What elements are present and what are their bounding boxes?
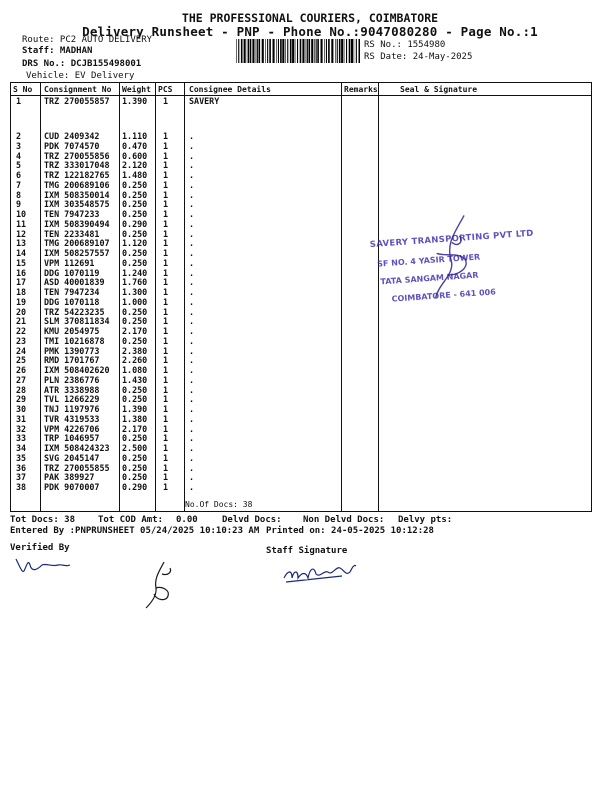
row-sno: 17 — [16, 277, 27, 288]
barcode-bar — [307, 39, 308, 63]
row-pcs: 1 — [163, 462, 169, 473]
stamp-signature-scribble — [404, 210, 491, 315]
row-sno: 8 — [16, 189, 22, 200]
row-sno: 26 — [16, 365, 27, 375]
row-sno: 5 — [16, 160, 22, 171]
row-weight: 0.250 — [122, 462, 148, 473]
row-consignment: RMD 1701767 — [44, 355, 100, 366]
row-consignee: . — [189, 140, 195, 151]
row-sno: 25 — [16, 355, 27, 366]
row-sno: 13 — [16, 238, 27, 249]
row-sno: 30 — [16, 404, 27, 414]
barcode-bar — [273, 39, 275, 63]
barcode-bar — [300, 39, 302, 63]
row-consignee: . — [189, 238, 195, 249]
row-weight: 1.240 — [122, 267, 148, 278]
row-sno: 10 — [16, 209, 27, 219]
row-pcs: 1 — [163, 267, 169, 278]
row-consignment: PDK 9070007 — [44, 482, 100, 492]
row-consignee: . — [189, 433, 195, 444]
row-consignment: TRZ 54223235 — [44, 306, 105, 317]
row-pcs: 1 — [163, 472, 169, 483]
row-consignment: TRP 1046957 — [44, 433, 100, 444]
barcode-bar — [356, 39, 357, 63]
row-consignment: VPM 4226706 — [44, 423, 100, 434]
row-sno: 19 — [16, 296, 27, 307]
col-consignment: Consignment No — [44, 85, 112, 94]
barcode-bar — [276, 39, 277, 63]
barcode-bar — [282, 39, 284, 63]
row-sno: 34 — [16, 443, 27, 453]
row-weight: 1.080 — [122, 365, 148, 375]
row-pcs: 1 — [163, 179, 169, 190]
barcode-bar — [354, 39, 355, 63]
row-consignee: . — [189, 335, 195, 346]
barcode-bar — [317, 39, 319, 63]
barcode-bar — [248, 39, 249, 63]
barcode-bar — [256, 39, 257, 63]
barcode-bar — [306, 39, 307, 63]
barcode-bar — [346, 39, 347, 63]
row-consignment: TEN 2233481 — [44, 228, 100, 239]
barcode-bar — [339, 39, 341, 63]
row-pcs: 1 — [163, 374, 169, 385]
row-weight: 2.500 — [122, 443, 148, 453]
rs-date: RS Date: 24-May-2025 — [364, 52, 473, 62]
barcode-bar — [326, 39, 327, 63]
row-sno: 32 — [16, 423, 27, 434]
row-consignee: . — [189, 316, 195, 327]
barcode-bar — [247, 39, 248, 63]
table-col-line — [155, 82, 156, 511]
table-col-line — [184, 82, 185, 511]
row-consignment: TRZ 122182765 — [44, 170, 110, 180]
barcode-bar — [324, 39, 325, 63]
row-sno: 1 — [16, 96, 22, 106]
row-weight: 0.250 — [122, 394, 148, 405]
row-weight: 0.290 — [122, 218, 148, 229]
barcode-bar — [359, 39, 361, 63]
row-consignment: TRZ 270055855 — [44, 462, 110, 473]
row-consignee: . — [189, 384, 195, 395]
row-weight: 0.250 — [122, 452, 148, 463]
row-consignment: TRZ 270055857 — [44, 96, 110, 106]
row-consignee: . — [189, 277, 195, 288]
row-sno: 2 — [16, 131, 22, 141]
table-col-line — [119, 82, 120, 511]
row-consignment: ASD 40001839 — [44, 277, 105, 288]
col-sno: S No — [13, 85, 33, 94]
stamp-line: TATA SANGAM NAGAR — [380, 270, 479, 287]
barcode-bar — [341, 39, 343, 63]
row-sno: 6 — [16, 170, 22, 180]
barcode-bar — [311, 39, 313, 63]
row-sno: 11 — [16, 218, 27, 229]
row-consignee: . — [189, 462, 195, 473]
table-col-line — [10, 82, 11, 511]
row-consignment: IXM 508257557 — [44, 248, 110, 258]
row-pcs: 1 — [163, 306, 169, 317]
table-top-border — [10, 82, 592, 83]
barcode-bar — [259, 39, 261, 63]
row-weight: 1.110 — [122, 131, 148, 141]
row-weight: 2.380 — [122, 345, 148, 356]
row-sno: 29 — [16, 394, 27, 405]
col-seal-signature: Seal & Signature — [400, 85, 478, 94]
row-consignee: . — [189, 287, 195, 297]
row-weight: 0.250 — [122, 257, 148, 268]
row-consignee: . — [189, 218, 195, 229]
row-pcs: 1 — [163, 316, 169, 327]
row-pcs: 1 — [163, 326, 169, 336]
barcode-bar — [269, 39, 271, 63]
table-bottom-border — [10, 511, 592, 512]
row-sno: 28 — [16, 384, 27, 395]
col-remarks: Remarks — [344, 85, 378, 94]
row-consignee: . — [189, 179, 195, 190]
row-consignment: TRZ 270055856 — [44, 150, 110, 161]
row-consignment: ATR 3338988 — [44, 384, 100, 395]
row-consignee: . — [189, 267, 195, 278]
row-pcs: 1 — [163, 394, 169, 405]
barcode-bar — [250, 39, 252, 63]
row-consignment: DDG 1070118 — [44, 296, 100, 307]
row-weight: 1.760 — [122, 277, 148, 288]
row-weight: 0.250 — [122, 209, 148, 219]
barcode-bar — [328, 39, 330, 63]
row-weight: 0.250 — [122, 179, 148, 190]
row-weight: 1.300 — [122, 287, 148, 297]
row-consignment: CUD 2409342 — [44, 131, 100, 141]
rs-number: RS No.: 1554980 — [364, 40, 446, 50]
entered-by: Entered By :PNPRUNSHEET 05/24/2025 10:10:23 AM — [10, 526, 260, 536]
row-pcs: 1 — [163, 238, 169, 249]
row-consignment: IXM 303548575 — [44, 199, 110, 210]
staff-label: Staff: MADHAN — [22, 46, 93, 56]
row-pcs: 1 — [163, 277, 169, 288]
barcode-bar — [238, 39, 239, 63]
row-consignment: VPM 112691 — [44, 257, 95, 268]
row-weight: 0.250 — [122, 472, 148, 483]
row-consignee: . — [189, 150, 195, 161]
barcode — [236, 39, 360, 63]
seal-stamp — [365, 220, 551, 324]
barcode-bar — [351, 39, 353, 63]
row-weight: 1.390 — [122, 404, 148, 414]
row-consignment: IXM 508390494 — [44, 218, 110, 229]
row-pcs: 1 — [163, 335, 169, 346]
row-consignment: IXM 508350014 — [44, 189, 110, 200]
row-pcs: 1 — [163, 384, 169, 395]
barcode-bar — [290, 39, 292, 63]
row-sno: 16 — [16, 267, 27, 278]
table-col-line — [341, 82, 342, 511]
runsheet-title: Delivery Runsheet - PNP - Phone No.:9047080280 - Page No.:1 — [82, 24, 538, 39]
row-sno: 3 — [16, 140, 22, 151]
row-sno: 20 — [16, 306, 27, 317]
verified-signature — [12, 551, 72, 579]
row-weight: 0.250 — [122, 228, 148, 239]
row-sno: 37 — [16, 472, 27, 483]
row-sno: 15 — [16, 257, 27, 268]
row-sno: 14 — [16, 248, 27, 258]
barcode-bar — [236, 39, 237, 63]
row-pcs: 1 — [163, 355, 169, 366]
barcode-bar — [244, 39, 246, 63]
row-pcs: 1 — [163, 482, 169, 492]
row-consignment: PMK 1390773 — [44, 345, 100, 356]
row-consignment: TMG 200689107 — [44, 238, 110, 249]
row-consignee: . — [189, 404, 195, 414]
row-weight: 0.250 — [122, 248, 148, 258]
row-weight: 0.250 — [122, 189, 148, 200]
row-consignment: PAK 389927 — [44, 472, 95, 483]
row-pcs: 1 — [163, 131, 169, 141]
row-sno: 9 — [16, 199, 22, 210]
barcode-bar — [295, 39, 296, 63]
barcode-bar — [265, 39, 266, 63]
row-consignee: . — [189, 248, 195, 258]
total-cod-value: 0.00 — [176, 515, 198, 525]
barcode-bar — [331, 39, 333, 63]
row-consignee: . — [189, 296, 195, 307]
row-consignment: PDK 7074570 — [44, 140, 100, 151]
row-pcs: 1 — [163, 433, 169, 444]
barcode-bar — [252, 39, 254, 63]
total-cod-label: Tot COD Amt: — [98, 515, 164, 525]
row-consignee: . — [189, 472, 195, 483]
row-pcs: 1 — [163, 96, 169, 106]
company-title: THE PROFESSIONAL COURIERS, COIMBATORE — [181, 11, 439, 25]
barcode-bar — [297, 39, 298, 63]
row-consignee: . — [189, 170, 195, 180]
row-pcs: 1 — [163, 218, 169, 229]
barcode-bar — [335, 39, 336, 63]
row-weight: 0.250 — [122, 384, 148, 395]
stamp-line: SAVERY TRANSPORTING PVT LTD — [369, 228, 534, 251]
delivery-points: Delvy pts: — [398, 515, 453, 525]
row-consignment: TMI 10216878 — [44, 335, 105, 346]
row-sno: 38 — [16, 482, 27, 492]
barcode-bar — [349, 39, 351, 63]
row-weight: 0.290 — [122, 482, 148, 492]
row-pcs: 1 — [163, 199, 169, 210]
row-pcs: 1 — [163, 443, 169, 453]
row-pcs: 1 — [163, 423, 169, 434]
row-consignee: . — [189, 257, 195, 268]
row-consignment: TVL 1266229 — [44, 394, 100, 405]
delivered-docs: Delvd Docs: — [222, 515, 282, 525]
barcode-bar — [344, 39, 345, 63]
row-consignment: TEN 7947233 — [44, 209, 100, 219]
row-weight: 0.250 — [122, 316, 148, 327]
row-consignment: KMU 2054975 — [44, 326, 100, 336]
row-weight: 2.170 — [122, 326, 148, 336]
staff-signature — [280, 556, 360, 586]
row-consignee: SAVERY — [189, 96, 220, 106]
row-pcs: 1 — [163, 228, 169, 239]
col-pcs: PCS — [158, 85, 173, 94]
row-consignee: . — [189, 131, 195, 141]
row-consignee: . — [189, 326, 195, 336]
row-consignee: . — [189, 189, 195, 200]
row-consignee: . — [189, 423, 195, 434]
row-sno: 21 — [16, 316, 27, 327]
row-consignment: IXM 508402620 — [44, 365, 110, 375]
route-label: Route: PC2 AUTO DELIVERY — [22, 35, 153, 45]
row-weight: 1.120 — [122, 238, 148, 249]
row-sno: 22 — [16, 326, 27, 336]
barcode-bar — [267, 39, 268, 63]
row-weight: 2.260 — [122, 355, 148, 366]
row-consignment: PLN 2386776 — [44, 374, 100, 385]
row-weight: 0.250 — [122, 199, 148, 210]
row-consignee: . — [189, 306, 195, 317]
row-sno: 12 — [16, 228, 27, 239]
row-consignment: TEN 7947234 — [44, 287, 100, 297]
row-pcs: 1 — [163, 140, 169, 151]
row-pcs: 1 — [163, 150, 169, 161]
barcode-bar — [257, 39, 258, 63]
row-pcs: 1 — [163, 404, 169, 414]
row-sno: 24 — [16, 345, 27, 356]
barcode-bar — [321, 39, 323, 63]
col-consignee-details: Consignee Details — [189, 85, 271, 94]
row-consignee: . — [189, 199, 195, 210]
barcode-bar — [241, 39, 243, 63]
row-consignment: IXM 508424323 — [44, 443, 110, 453]
second-signature — [142, 560, 178, 612]
row-pcs: 1 — [163, 413, 169, 424]
barcode-bar — [316, 39, 317, 63]
no-of-docs: No.Of Docs: 38 — [185, 500, 253, 509]
row-consignment: SVG 2045147 — [44, 452, 100, 463]
row-weight: 2.120 — [122, 160, 148, 171]
row-consignee: . — [189, 374, 195, 385]
row-weight: 0.250 — [122, 306, 148, 317]
barcode-bar — [337, 39, 338, 63]
row-weight: 1.430 — [122, 374, 148, 385]
row-sno: 23 — [16, 335, 27, 346]
row-consignment: TRZ 333017048 — [44, 160, 110, 171]
printed-on: Printed on: 24-05-2025 10:12:28 — [266, 526, 434, 536]
vehicle-label: Vehicle: EV Delivery — [26, 71, 135, 81]
barcode-bar — [278, 39, 279, 63]
barcode-bar — [292, 39, 294, 63]
row-sno: 33 — [16, 433, 27, 444]
row-consignment: DDG 1070119 — [44, 267, 100, 278]
barcode-bar — [262, 39, 264, 63]
non-delivered-docs: Non Delvd Docs: — [303, 515, 385, 525]
total-docs: Tot Docs: 38 — [10, 515, 76, 525]
drs-number: DRS No.: DCJB155498001 — [22, 59, 142, 69]
row-pcs: 1 — [163, 209, 169, 219]
row-consignee: . — [189, 345, 195, 356]
row-consignee: . — [189, 482, 195, 492]
row-consignee: . — [189, 413, 195, 424]
row-consignee: . — [189, 443, 195, 453]
row-consignment: SLM 370811834 — [44, 316, 110, 327]
row-sno: 18 — [16, 287, 27, 297]
stamp-line: COIMBATORE - 641 006 — [391, 287, 497, 304]
row-weight: 0.470 — [122, 140, 148, 151]
row-consignee: . — [189, 355, 195, 366]
row-weight: 0.600 — [122, 150, 148, 161]
row-consignee: . — [189, 365, 195, 375]
verified-by-label: Verified By — [10, 543, 70, 553]
barcode-bar — [285, 39, 286, 63]
row-pcs: 1 — [163, 189, 169, 200]
row-pcs: 1 — [163, 452, 169, 463]
stamp-line: SF NO. 4 YASIR TOWER — [376, 252, 481, 269]
row-consignee: . — [189, 394, 195, 405]
row-weight: 1.380 — [122, 413, 148, 424]
row-weight: 0.250 — [122, 335, 148, 346]
row-sno: 7 — [16, 179, 22, 190]
row-consignment: TVR 4319533 — [44, 413, 100, 424]
row-sno: 36 — [16, 462, 27, 473]
row-pcs: 1 — [163, 287, 169, 297]
row-pcs: 1 — [163, 170, 169, 180]
barcode-bar — [287, 39, 288, 63]
row-consignment: TMG 200689106 — [44, 179, 110, 190]
row-consignee: . — [189, 160, 195, 171]
row-weight: 2.170 — [122, 423, 148, 434]
row-pcs: 1 — [163, 248, 169, 258]
row-consignee: . — [189, 209, 195, 219]
row-consignee: . — [189, 452, 195, 463]
staff-signature-label: Staff Signature — [266, 546, 348, 556]
row-weight: 1.390 — [122, 96, 148, 106]
row-sno: 27 — [16, 374, 27, 385]
barcode-bar — [314, 39, 315, 63]
row-sno: 4 — [16, 150, 22, 161]
row-pcs: 1 — [163, 160, 169, 171]
row-pcs: 1 — [163, 345, 169, 356]
barcode-bar — [309, 39, 311, 63]
barcode-bar — [280, 39, 282, 63]
row-sno: 35 — [16, 452, 27, 463]
row-pcs: 1 — [163, 296, 169, 307]
row-pcs: 1 — [163, 365, 169, 375]
table-col-line — [591, 82, 592, 511]
table-col-line — [40, 82, 41, 511]
row-weight: 0.250 — [122, 433, 148, 444]
row-sno: 31 — [16, 413, 27, 424]
row-weight: 1.000 — [122, 296, 148, 307]
barcode-bar — [302, 39, 304, 63]
row-weight: 1.480 — [122, 170, 148, 180]
col-weight: Weight — [122, 85, 151, 94]
row-consignment: TNJ 1197976 — [44, 404, 100, 414]
row-consignee: . — [189, 228, 195, 239]
row-pcs: 1 — [163, 257, 169, 268]
